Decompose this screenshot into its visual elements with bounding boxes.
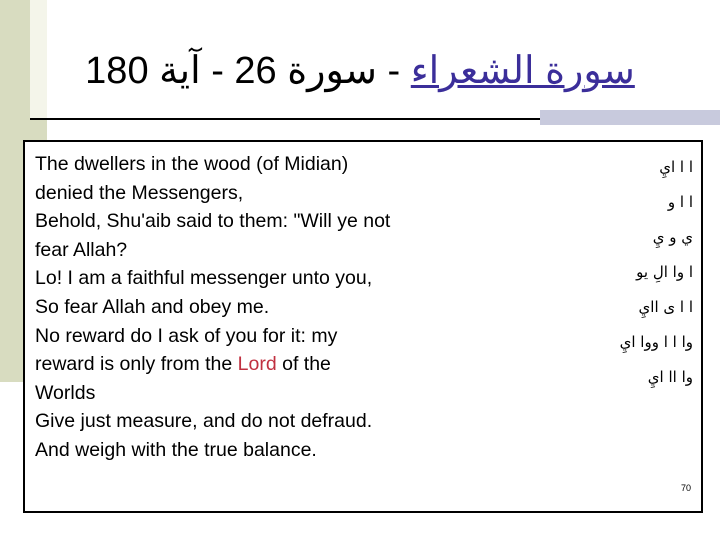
english-line: No reward do I ask of you for it: my: [35, 324, 338, 347]
page-number: 70: [680, 483, 691, 493]
english-line: Worlds: [35, 381, 96, 404]
arabic-line: وا اا ايِ: [647, 368, 693, 386]
title-underline: [30, 118, 540, 120]
title-link[interactable]: سورة الشعراء: [410, 50, 635, 92]
english-line-reward: [35, 350, 485, 379]
english-line: So fear Allah and obey me.: [35, 295, 270, 318]
title-rest: - سورة 26 - آية 180: [85, 50, 411, 92]
reward-suffix: of the: [276, 353, 331, 376]
reward-prefix: reward is only from the: [35, 353, 238, 376]
english-translation: [35, 150, 485, 465]
english-line: Lo! I am a faithful messenger unto you,: [35, 267, 373, 290]
english-line: denied the Messengers,: [35, 181, 244, 204]
slide-title: [60, 36, 660, 106]
left-decoration-strip: [30, 0, 47, 120]
title-decoration-bar: [540, 110, 720, 125]
english-line: Behold, Shu'aib said to them: "Will ye not: [35, 210, 391, 233]
content-box: [23, 140, 703, 513]
arabic-text: [493, 150, 693, 395]
reward-highlight: Lord: [237, 353, 277, 376]
english-line: fear Allah?: [35, 238, 128, 261]
english-line: Give just measure, and do not defraud.: [35, 410, 373, 433]
arabic-line: وا ا ا ووا ايِ: [619, 333, 693, 351]
english-line: The dwellers in the wood (of Midian): [35, 153, 349, 175]
arabic-line: ا ا ايِ: [659, 158, 693, 176]
arabic-line: ا ا ى اايِ: [638, 298, 693, 316]
english-line: And weigh with the true balance.: [35, 438, 317, 461]
arabic-line: ا وا الِ يو: [636, 263, 693, 281]
arabic-line: ا ا و: [667, 193, 693, 211]
arabic-line: ي و يِ: [652, 228, 693, 246]
